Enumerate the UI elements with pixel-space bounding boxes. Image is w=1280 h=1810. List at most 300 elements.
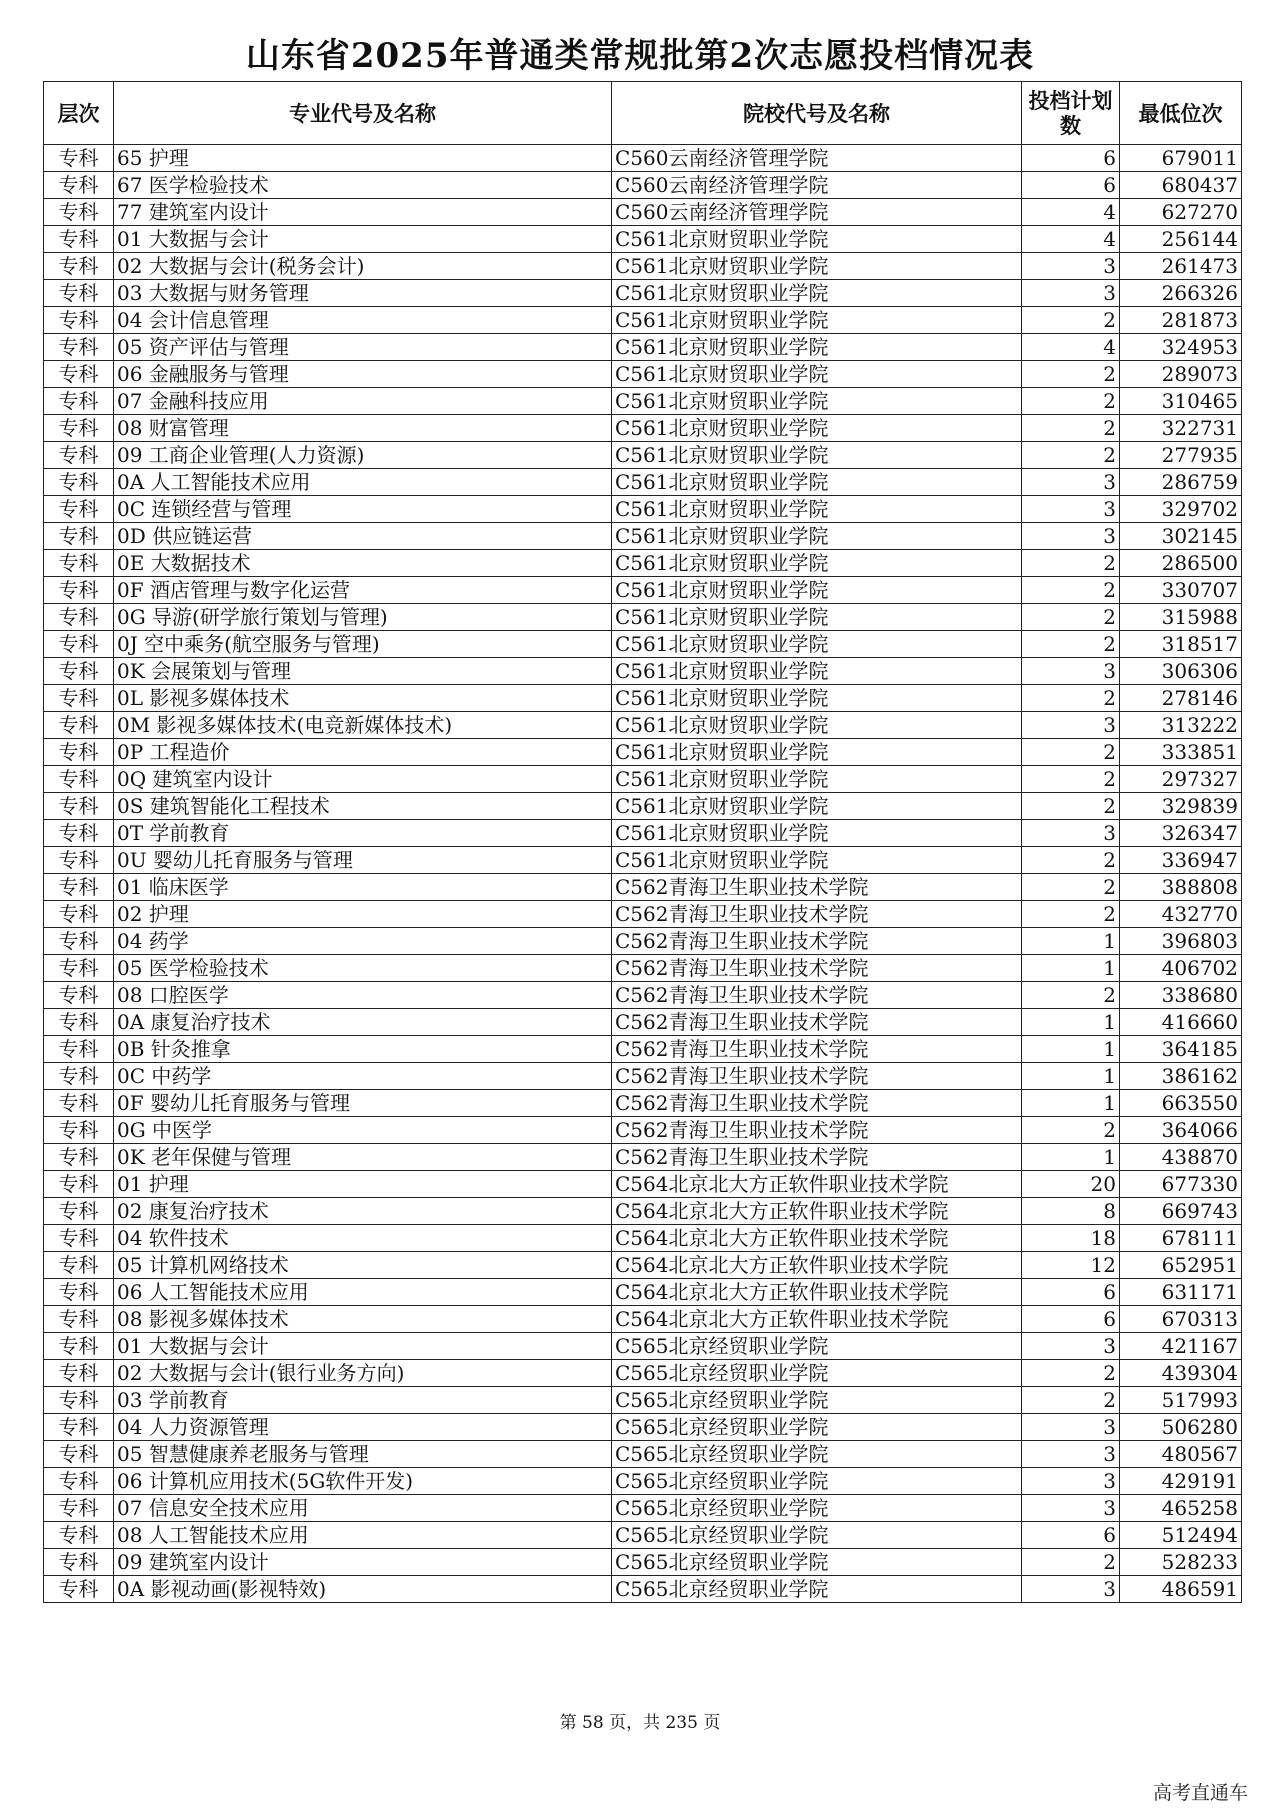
cell-min-rank: 286759	[1120, 469, 1242, 496]
cell-level: 专科	[44, 1036, 114, 1063]
cell-min-rank: 439304	[1120, 1360, 1242, 1387]
table-row	[44, 307, 1242, 334]
cell-school: C561北京财贸职业学院	[612, 253, 1022, 280]
cell-plan-count: 1	[1022, 1009, 1120, 1036]
cell-school: C565北京经贸职业学院	[612, 1441, 1022, 1468]
cell-school: C565北京经贸职业学院	[612, 1387, 1022, 1414]
cell-school: C564北京北大方正软件职业技术学院	[612, 1279, 1022, 1306]
cell-school: C561北京财贸职业学院	[612, 496, 1022, 523]
cell-major: 07 金融科技应用	[114, 388, 612, 415]
cell-min-rank: 318517	[1120, 631, 1242, 658]
cell-major: 09 工商企业管理(人力资源)	[114, 442, 612, 469]
cell-level: 专科	[44, 1549, 114, 1576]
cell-min-rank: 438870	[1120, 1144, 1242, 1171]
table-row	[44, 1495, 1242, 1522]
cell-major: 0A 影视动画(影视特效)	[114, 1576, 612, 1603]
cell-major: 0C 连锁经营与管理	[114, 496, 612, 523]
table-row	[44, 1549, 1242, 1576]
cell-level: 专科	[44, 847, 114, 874]
cell-min-rank: 677330	[1120, 1171, 1242, 1198]
cell-school: C561北京财贸职业学院	[612, 307, 1022, 334]
cell-level: 专科	[44, 1495, 114, 1522]
table-row	[44, 388, 1242, 415]
cell-major: 05 资产评估与管理	[114, 334, 612, 361]
cell-plan-count: 2	[1022, 604, 1120, 631]
cell-min-rank: 261473	[1120, 253, 1242, 280]
cell-level: 专科	[44, 712, 114, 739]
cell-plan-count: 12	[1022, 1252, 1120, 1279]
cell-plan-count: 2	[1022, 1387, 1120, 1414]
watermark: 高考直通车	[1152, 1782, 1248, 1804]
table-row	[44, 361, 1242, 388]
cell-plan-count: 3	[1022, 1441, 1120, 1468]
cell-major: 0F 婴幼儿托育服务与管理	[114, 1090, 612, 1117]
table-row	[44, 1414, 1242, 1441]
cell-min-rank: 631171	[1120, 1279, 1242, 1306]
cell-min-rank: 669743	[1120, 1198, 1242, 1225]
cell-plan-count: 2	[1022, 550, 1120, 577]
cell-min-rank: 281873	[1120, 307, 1242, 334]
table-row	[44, 901, 1242, 928]
cell-school: C562青海卫生职业技术学院	[612, 901, 1022, 928]
cell-level: 专科	[44, 1279, 114, 1306]
cell-min-rank: 306306	[1120, 658, 1242, 685]
table-row	[44, 766, 1242, 793]
cell-level: 专科	[44, 1198, 114, 1225]
cell-min-rank: 506280	[1120, 1414, 1242, 1441]
cell-school: C565北京经贸职业学院	[612, 1522, 1022, 1549]
cell-plan-count: 3	[1022, 496, 1120, 523]
cell-min-rank: 256144	[1120, 226, 1242, 253]
table-row	[44, 523, 1242, 550]
cell-level: 专科	[44, 820, 114, 847]
cell-school: C561北京财贸职业学院	[612, 280, 1022, 307]
cell-level: 专科	[44, 1468, 114, 1495]
cell-min-rank: 528233	[1120, 1549, 1242, 1576]
cell-major: 02 护理	[114, 901, 612, 928]
cell-min-rank: 322731	[1120, 415, 1242, 442]
cell-school: C560云南经济管理学院	[612, 172, 1022, 199]
cell-major: 77 建筑室内设计	[114, 199, 612, 226]
cell-level: 专科	[44, 658, 114, 685]
cell-school: C562青海卫生职业技术学院	[612, 1063, 1022, 1090]
cell-level: 专科	[44, 550, 114, 577]
cell-major: 08 影视多媒体技术	[114, 1306, 612, 1333]
table-row	[44, 1036, 1242, 1063]
cell-school: C564北京北大方正软件职业技术学院	[612, 1225, 1022, 1252]
cell-major: 0K 会展策划与管理	[114, 658, 612, 685]
cell-school: C561北京财贸职业学院	[612, 739, 1022, 766]
table-row	[44, 685, 1242, 712]
cell-major: 04 人力资源管理	[114, 1414, 612, 1441]
cell-major: 02 大数据与会计(税务会计)	[114, 253, 612, 280]
cell-plan-count: 3	[1022, 253, 1120, 280]
cell-plan-count: 8	[1022, 1198, 1120, 1225]
cell-min-rank: 289073	[1120, 361, 1242, 388]
cell-plan-count: 3	[1022, 1414, 1120, 1441]
cell-min-rank: 416660	[1120, 1009, 1242, 1036]
cell-major: 0L 影视多媒体技术	[114, 685, 612, 712]
cell-min-rank: 517993	[1120, 1387, 1242, 1414]
cell-plan-count: 2	[1022, 442, 1120, 469]
cell-plan-count: 2	[1022, 1549, 1120, 1576]
cell-major: 0U 婴幼儿托育服务与管理	[114, 847, 612, 874]
cell-major: 0C 中药学	[114, 1063, 612, 1090]
cell-min-rank: 512494	[1120, 1522, 1242, 1549]
cell-min-rank: 277935	[1120, 442, 1242, 469]
cell-major: 0G 中医学	[114, 1117, 612, 1144]
table-row	[44, 145, 1242, 172]
cell-school: C562青海卫生职业技术学院	[612, 955, 1022, 982]
cell-min-rank: 333851	[1120, 739, 1242, 766]
table-row	[44, 955, 1242, 982]
table-row	[44, 1279, 1242, 1306]
cell-min-rank: 421167	[1120, 1333, 1242, 1360]
cell-min-rank: 486591	[1120, 1576, 1242, 1603]
cell-level: 专科	[44, 577, 114, 604]
cell-min-rank: 663550	[1120, 1090, 1242, 1117]
table-row	[44, 550, 1242, 577]
table-header-row	[44, 82, 1242, 145]
cell-level: 专科	[44, 1063, 114, 1090]
cell-major: 09 建筑室内设计	[114, 1549, 612, 1576]
cell-min-rank: 465258	[1120, 1495, 1242, 1522]
cell-major: 67 医学检验技术	[114, 172, 612, 199]
table-row	[44, 1576, 1242, 1603]
cell-level: 专科	[44, 1252, 114, 1279]
cell-major: 0S 建筑智能化工程技术	[114, 793, 612, 820]
cell-plan-count: 3	[1022, 469, 1120, 496]
cell-school: C565北京经贸职业学院	[612, 1495, 1022, 1522]
cell-school: C565北京经贸职业学院	[612, 1549, 1022, 1576]
table-row	[44, 820, 1242, 847]
cell-min-rank: 297327	[1120, 766, 1242, 793]
cell-level: 专科	[44, 928, 114, 955]
cell-school: C562青海卫生职业技术学院	[612, 928, 1022, 955]
cell-school: C561北京财贸职业学院	[612, 388, 1022, 415]
table-row	[44, 1252, 1242, 1279]
cell-plan-count: 4	[1022, 334, 1120, 361]
cell-major: 0J 空中乘务(航空服务与管理)	[114, 631, 612, 658]
cell-school: C564北京北大方正软件职业技术学院	[612, 1171, 1022, 1198]
table-row	[44, 496, 1242, 523]
cell-major: 04 药学	[114, 928, 612, 955]
cell-level: 专科	[44, 1171, 114, 1198]
cell-plan-count: 6	[1022, 172, 1120, 199]
cell-major: 06 计算机应用技术(5G软件开发)	[114, 1468, 612, 1495]
cell-plan-count: 3	[1022, 712, 1120, 739]
cell-level: 专科	[44, 226, 114, 253]
cell-school: C561北京财贸职业学院	[612, 550, 1022, 577]
cell-major: 04 软件技术	[114, 1225, 612, 1252]
cell-major: 0F 酒店管理与数字化运营	[114, 577, 612, 604]
cell-major: 05 智慧健康养老服务与管理	[114, 1441, 612, 1468]
cell-plan-count: 1	[1022, 1090, 1120, 1117]
admission-table	[43, 81, 1242, 1603]
cell-school: C561北京财贸职业学院	[612, 604, 1022, 631]
cell-min-rank: 652951	[1120, 1252, 1242, 1279]
cell-plan-count: 3	[1022, 1468, 1120, 1495]
cell-plan-count: 2	[1022, 685, 1120, 712]
cell-level: 专科	[44, 1576, 114, 1603]
cell-school: C560云南经济管理学院	[612, 199, 1022, 226]
table-row	[44, 577, 1242, 604]
cell-level: 专科	[44, 469, 114, 496]
table-row	[44, 1144, 1242, 1171]
cell-min-rank: 364185	[1120, 1036, 1242, 1063]
cell-level: 专科	[44, 1090, 114, 1117]
cell-min-rank: 330707	[1120, 577, 1242, 604]
table-row	[44, 1306, 1242, 1333]
table-row	[44, 172, 1242, 199]
cell-level: 专科	[44, 253, 114, 280]
cell-plan-count: 2	[1022, 361, 1120, 388]
table-row	[44, 1441, 1242, 1468]
column-header-major: 专业代号及名称	[114, 82, 612, 145]
cell-major: 07 信息安全技术应用	[114, 1495, 612, 1522]
cell-school: C561北京财贸职业学院	[612, 442, 1022, 469]
cell-school: C561北京财贸职业学院	[612, 415, 1022, 442]
table-row	[44, 739, 1242, 766]
cell-major: 08 人工智能技术应用	[114, 1522, 612, 1549]
cell-min-rank: 670313	[1120, 1306, 1242, 1333]
cell-min-rank: 313222	[1120, 712, 1242, 739]
cell-school: C564北京北大方正软件职业技术学院	[612, 1198, 1022, 1225]
cell-plan-count: 2	[1022, 847, 1120, 874]
cell-level: 专科	[44, 1144, 114, 1171]
cell-major: 0A 康复治疗技术	[114, 1009, 612, 1036]
table-row	[44, 415, 1242, 442]
cell-plan-count: 6	[1022, 145, 1120, 172]
table-row	[44, 847, 1242, 874]
cell-school: C562青海卫生职业技术学院	[612, 1009, 1022, 1036]
cell-min-rank: 336947	[1120, 847, 1242, 874]
cell-min-rank: 678111	[1120, 1225, 1242, 1252]
cell-level: 专科	[44, 685, 114, 712]
cell-level: 专科	[44, 982, 114, 1009]
cell-min-rank: 329839	[1120, 793, 1242, 820]
cell-level: 专科	[44, 1306, 114, 1333]
table-row	[44, 874, 1242, 901]
cell-major: 0A 人工智能技术应用	[114, 469, 612, 496]
cell-major: 01 大数据与会计	[114, 1333, 612, 1360]
cell-school: C565北京经贸职业学院	[612, 1468, 1022, 1495]
cell-plan-count: 4	[1022, 226, 1120, 253]
cell-school: C561北京财贸职业学院	[612, 766, 1022, 793]
table-row	[44, 469, 1242, 496]
cell-school: C562青海卫生职业技术学院	[612, 982, 1022, 1009]
cell-level: 专科	[44, 1441, 114, 1468]
cell-school: C565北京经贸职业学院	[612, 1360, 1022, 1387]
cell-min-rank: 480567	[1120, 1441, 1242, 1468]
cell-plan-count: 2	[1022, 874, 1120, 901]
cell-school: C562青海卫生职业技术学院	[612, 1036, 1022, 1063]
cell-level: 专科	[44, 280, 114, 307]
cell-min-rank: 278146	[1120, 685, 1242, 712]
cell-plan-count: 2	[1022, 766, 1120, 793]
table-row	[44, 442, 1242, 469]
cell-plan-count: 3	[1022, 1495, 1120, 1522]
table-row	[44, 334, 1242, 361]
cell-plan-count: 1	[1022, 1036, 1120, 1063]
table-row	[44, 604, 1242, 631]
cell-plan-count: 1	[1022, 955, 1120, 982]
cell-major: 08 财富管理	[114, 415, 612, 442]
cell-level: 专科	[44, 1360, 114, 1387]
cell-min-rank: 326347	[1120, 820, 1242, 847]
cell-min-rank: 324953	[1120, 334, 1242, 361]
cell-level: 专科	[44, 496, 114, 523]
cell-plan-count: 3	[1022, 1333, 1120, 1360]
cell-major: 06 人工智能技术应用	[114, 1279, 612, 1306]
cell-level: 专科	[44, 604, 114, 631]
table-row	[44, 631, 1242, 658]
cell-level: 专科	[44, 955, 114, 982]
cell-school: C562青海卫生职业技术学院	[612, 874, 1022, 901]
cell-min-rank: 388808	[1120, 874, 1242, 901]
cell-level: 专科	[44, 145, 114, 172]
cell-major: 02 康复治疗技术	[114, 1198, 612, 1225]
cell-school: C565北京经贸职业学院	[612, 1333, 1022, 1360]
cell-major: 03 大数据与财务管理	[114, 280, 612, 307]
cell-major: 02 大数据与会计(银行业务方向)	[114, 1360, 612, 1387]
cell-plan-count: 2	[1022, 307, 1120, 334]
table-row	[44, 253, 1242, 280]
cell-school: C564北京北大方正软件职业技术学院	[612, 1306, 1022, 1333]
cell-school: C561北京财贸职业学院	[612, 820, 1022, 847]
cell-min-rank: 286500	[1120, 550, 1242, 577]
cell-school: C561北京财贸职业学院	[612, 469, 1022, 496]
cell-school: C560云南经济管理学院	[612, 145, 1022, 172]
cell-level: 专科	[44, 1225, 114, 1252]
cell-plan-count: 3	[1022, 280, 1120, 307]
cell-plan-count: 3	[1022, 820, 1120, 847]
cell-level: 专科	[44, 1414, 114, 1441]
cell-min-rank: 679011	[1120, 145, 1242, 172]
cell-min-rank: 386162	[1120, 1063, 1242, 1090]
cell-level: 专科	[44, 1333, 114, 1360]
cell-major: 05 医学检验技术	[114, 955, 612, 982]
cell-school: C561北京财贸职业学院	[612, 577, 1022, 604]
cell-level: 专科	[44, 793, 114, 820]
cell-level: 专科	[44, 1117, 114, 1144]
table-row	[44, 1009, 1242, 1036]
page-footer: 第 58 页，共 235 页	[559, 1713, 721, 1733]
page-title: 山东省2025年普通类常规批第2次志愿投档情况表	[245, 36, 1035, 76]
cell-min-rank: 338680	[1120, 982, 1242, 1009]
cell-level: 专科	[44, 307, 114, 334]
cell-plan-count: 2	[1022, 577, 1120, 604]
column-header-min-rank: 最低位次	[1120, 82, 1242, 145]
cell-major: 05 计算机网络技术	[114, 1252, 612, 1279]
cell-major: 0P 工程造价	[114, 739, 612, 766]
cell-level: 专科	[44, 361, 114, 388]
cell-plan-count: 6	[1022, 1279, 1120, 1306]
cell-school: C561北京财贸职业学院	[612, 793, 1022, 820]
cell-plan-count: 20	[1022, 1171, 1120, 1198]
cell-min-rank: 432770	[1120, 901, 1242, 928]
cell-min-rank: 310465	[1120, 388, 1242, 415]
cell-school: C561北京财贸职业学院	[612, 631, 1022, 658]
column-header-school: 院校代号及名称	[612, 82, 1022, 145]
cell-level: 专科	[44, 766, 114, 793]
cell-major: 0K 老年保健与管理	[114, 1144, 612, 1171]
cell-min-rank: 315988	[1120, 604, 1242, 631]
cell-level: 专科	[44, 199, 114, 226]
table-row	[44, 1225, 1242, 1252]
cell-plan-count: 2	[1022, 1117, 1120, 1144]
cell-major: 0D 供应链运营	[114, 523, 612, 550]
cell-major: 06 金融服务与管理	[114, 361, 612, 388]
cell-level: 专科	[44, 631, 114, 658]
table-row	[44, 1171, 1242, 1198]
cell-level: 专科	[44, 415, 114, 442]
table-row	[44, 982, 1242, 1009]
cell-level: 专科	[44, 1522, 114, 1549]
table-row	[44, 793, 1242, 820]
cell-plan-count: 3	[1022, 1576, 1120, 1603]
cell-plan-count: 3	[1022, 658, 1120, 685]
table-row	[44, 1063, 1242, 1090]
cell-min-rank: 266326	[1120, 280, 1242, 307]
cell-level: 专科	[44, 874, 114, 901]
cell-plan-count: 2	[1022, 388, 1120, 415]
cell-school: C562青海卫生职业技术学院	[612, 1144, 1022, 1171]
cell-plan-count: 2	[1022, 739, 1120, 766]
cell-school: C562青海卫生职业技术学院	[612, 1090, 1022, 1117]
cell-plan-count: 2	[1022, 1360, 1120, 1387]
table-row	[44, 280, 1242, 307]
cell-min-rank: 329702	[1120, 496, 1242, 523]
cell-min-rank: 429191	[1120, 1468, 1242, 1495]
cell-plan-count: 2	[1022, 793, 1120, 820]
cell-level: 专科	[44, 1009, 114, 1036]
cell-plan-count: 2	[1022, 631, 1120, 658]
table-row	[44, 226, 1242, 253]
cell-min-rank: 302145	[1120, 523, 1242, 550]
table-row	[44, 712, 1242, 739]
cell-plan-count: 3	[1022, 523, 1120, 550]
cell-level: 专科	[44, 901, 114, 928]
cell-level: 专科	[44, 442, 114, 469]
cell-min-rank: 396803	[1120, 928, 1242, 955]
cell-plan-count: 1	[1022, 928, 1120, 955]
table-row	[44, 928, 1242, 955]
cell-school: C561北京财贸职业学院	[612, 226, 1022, 253]
table-row	[44, 1333, 1242, 1360]
cell-school: C564北京北大方正软件职业技术学院	[612, 1252, 1022, 1279]
table-row	[44, 199, 1242, 226]
column-header-plan-count: 投档计划数	[1022, 82, 1120, 145]
cell-major: 01 临床医学	[114, 874, 612, 901]
cell-level: 专科	[44, 388, 114, 415]
cell-plan-count: 2	[1022, 982, 1120, 1009]
cell-plan-count: 6	[1022, 1522, 1120, 1549]
cell-level: 专科	[44, 1387, 114, 1414]
cell-school: C561北京财贸职业学院	[612, 712, 1022, 739]
cell-plan-count: 18	[1022, 1225, 1120, 1252]
cell-plan-count: 4	[1022, 199, 1120, 226]
cell-min-rank: 627270	[1120, 199, 1242, 226]
cell-plan-count: 1	[1022, 1063, 1120, 1090]
cell-plan-count: 2	[1022, 901, 1120, 928]
table-row	[44, 1522, 1242, 1549]
table-row	[44, 1090, 1242, 1117]
cell-level: 专科	[44, 739, 114, 766]
table-row	[44, 658, 1242, 685]
cell-school: C561北京财贸职业学院	[612, 334, 1022, 361]
cell-school: C562青海卫生职业技术学院	[612, 1117, 1022, 1144]
